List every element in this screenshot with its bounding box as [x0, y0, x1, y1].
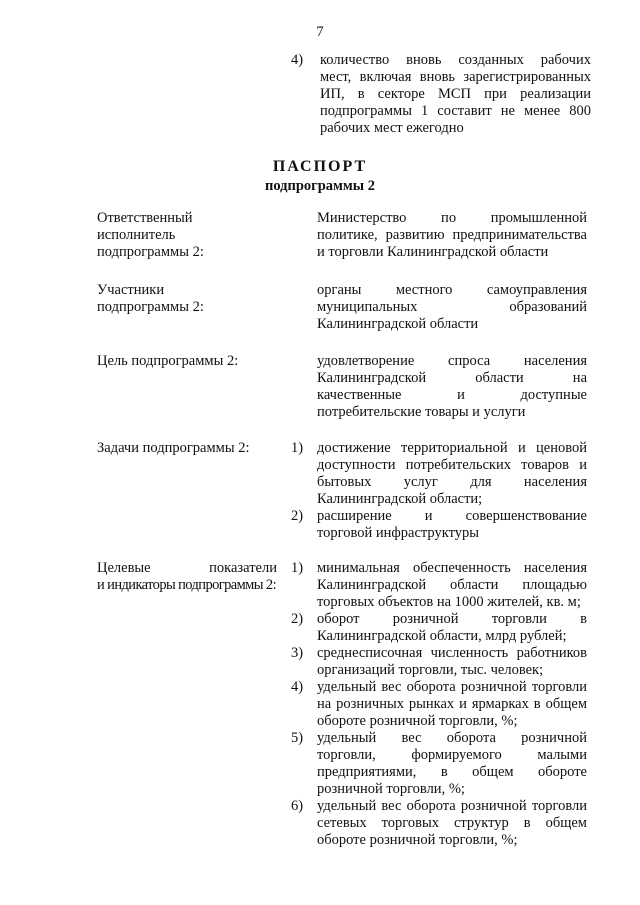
text-line: оборот розничной торговли в: [317, 611, 587, 627]
text-line: торговой инфраструктуры: [317, 525, 479, 541]
document-title: ПАСПОРТ: [272, 158, 368, 175]
text-line: на розничных рынках и ярмарках в общем: [317, 696, 587, 712]
section-value: [317, 282, 587, 333]
label-line: подпрограммы 2:: [97, 244, 204, 260]
text-line: торговли, формируемого малыми: [317, 747, 587, 763]
text-line: рабочих мест ежегодно: [320, 120, 464, 136]
text-line: удельный вес оборота розничной торговли: [317, 679, 587, 695]
text-line: количество вновь созданных рабочих: [320, 52, 591, 68]
section-label: [97, 560, 277, 594]
list-item-number: 6): [291, 798, 304, 814]
text-line: обороте розничной торговли, %;: [317, 832, 518, 848]
text-line: организаций торговли, тыс. человек;: [317, 662, 544, 678]
text-line: удельный вес оборота розничной торговли: [317, 798, 587, 814]
value-line: и торговли Калининградской области: [317, 244, 549, 260]
label-line: подпрограммы 2:: [97, 299, 204, 315]
label-line: и индикаторы подпрограммы 2:: [97, 577, 276, 593]
text-line: Калининградской области площадью: [317, 577, 587, 593]
text-line: минимальная обеспеченность населения: [317, 560, 587, 576]
value-line: качественные и доступные: [317, 387, 587, 403]
text-line: расширение и совершенствование: [317, 508, 587, 524]
label-line: Ответственный: [97, 210, 193, 226]
page-number: 7: [316, 24, 324, 40]
text-line: бытовых услуг для населения: [317, 474, 587, 490]
label-line: исполнитель: [97, 227, 176, 243]
text-line: ИП, в секторе МСП при реализации: [320, 86, 591, 102]
list-item: [291, 798, 587, 849]
list-item-number: 5): [291, 730, 304, 746]
text-line: розничной торговли, %;: [317, 781, 465, 797]
section-value: [317, 210, 587, 261]
list-item: [291, 611, 587, 645]
list-item: [291, 645, 587, 679]
list-item: [291, 679, 587, 730]
list-item-number: 2): [291, 611, 304, 627]
value-line: муниципальных образований: [317, 299, 587, 315]
value-line: потребительские товары и услуги: [317, 404, 526, 420]
label-line: Участники: [97, 282, 165, 298]
value-line: органы местного самоуправления: [317, 282, 587, 298]
value-line: Калининградской области: [317, 316, 479, 332]
text-line: достижение территориальной и ценовой: [317, 440, 587, 456]
label-line: Цель подпрограммы 2:: [97, 353, 239, 369]
text-line: предприятиями, в общем обороте: [317, 764, 587, 780]
list-item-number: 4): [291, 679, 304, 695]
text-line: среднесписочная численность работников: [317, 645, 587, 661]
section-label: [97, 282, 272, 316]
list-item: [291, 560, 587, 611]
section-label: [97, 440, 272, 457]
text-line: доступности потребительских товаров и: [317, 457, 587, 473]
section-label: [97, 353, 272, 370]
text-line: Калининградской области, млрд рублей;: [317, 628, 567, 644]
list-item: [291, 508, 587, 542]
value-line: политике, развитию предпринимательства: [317, 227, 587, 243]
value-line: удовлетворение спроса населения: [317, 353, 587, 369]
text-line: подпрограммы 1 составит не менее 800: [320, 103, 591, 119]
list-item-number: 4): [291, 52, 304, 68]
document-subtitle: подпрограммы 2: [264, 178, 376, 194]
section-value: [317, 353, 587, 421]
text-line: сетевых торговых структур в общем: [317, 815, 587, 831]
text-line: обороте розничной торговли, %;: [317, 713, 518, 729]
tasks-list: [291, 440, 587, 542]
value-line: Министерство по промышленной: [317, 210, 587, 226]
label-line: Целевые показатели: [97, 560, 277, 576]
label-line: Задачи подпрограммы 2:: [97, 440, 250, 456]
text-line: торговых объектов на 1000 жителей, кв. м;: [317, 594, 581, 610]
text-line: Калининградской области;: [317, 491, 483, 507]
section-label: [97, 210, 272, 261]
list-item-number: 2): [291, 508, 304, 524]
list-item-number: 1): [291, 560, 304, 576]
intro-list-item: [291, 52, 591, 137]
value-line: Калининградской области на: [317, 370, 587, 386]
list-item-number: 3): [291, 645, 304, 661]
indicators-list: [291, 560, 587, 849]
list-item: [291, 730, 587, 798]
text-line: удельный вес оборота розничной: [317, 730, 587, 746]
list-item-number: 1): [291, 440, 304, 456]
text-line: мест, включая вновь зарегистрированных: [320, 69, 591, 85]
list-item: [291, 440, 587, 508]
